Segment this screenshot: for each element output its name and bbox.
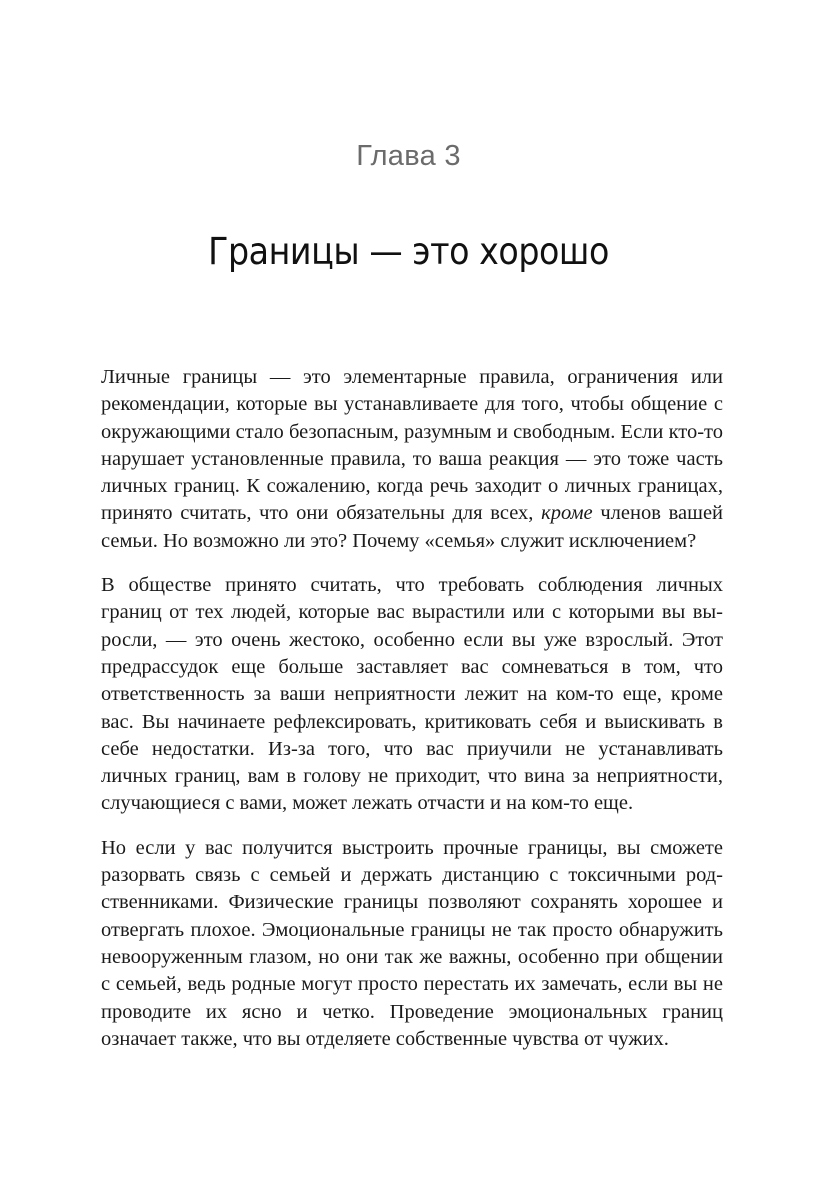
paragraph-2: В обществе принято считать, что требовать соблюдения личных границ от тех людей, которые вас вырастили или с которыми вы выросли, — это очень жестоко, особенно если вы уже взрослый. Этот предрассудок еще больше заставляет вас сомневаться в том, что ответственность за ваши неприятности лежит на ком-то еще, кроме вас. Вы начинаете рефлексировать, критиковать себя и выискивать в себе недостатки. Из-за того, что вас приучили не устанавливать личных границ, вам в голову не приходит, что вина за неприятности, случающиеся с вами, может лежать отчасти и на ком-то еще. <box>101 574 723 815</box>
paragraph-1-emphasis: кроме <box>541 502 593 525</box>
paragraph-3: Но если у вас получится выстроить прочные границы, вы сможете разорвать связь с семьей и держать дистанцию с токсичными родственниками. Физические границы позволяют сохранять хорошее и отвергать плохое. Эмоциональные границы не так просто обнаружить невооруженным глазом, но они так же важны, особенно при общении с семьей, ведь родные могут просто перестать их замечать, если вы не проводите их ясно и четко. Проведение эмоциональных границ означает также, что вы отделяете собственные чувства от чужих. <box>101 836 723 1050</box>
chapter-label: Глава 3 <box>356 140 461 172</box>
paragraph-1-end: членов вашей семьи. Но возможно ли это? Почему «семья» служит исключением? <box>101 502 724 552</box>
paragraph-1 <box>101 364 723 555</box>
chapter-title: Границы — это хорошо <box>208 230 609 273</box>
chapter-body <box>101 364 723 1070</box>
paragraph-1-start: Личные границы — это элементарные правила, ограничения или рекомендации, которые вы устанавливаете для того, чтобы общение с окружающими стало безопасным, разумным и свободным. Если кто-то нарушает установленные правила, то ваша реакция — это тоже часть личных границ. К сожалению, когда речь заходит о личных границах, принято считать, что они обязательны для всех, <box>101 366 723 525</box>
